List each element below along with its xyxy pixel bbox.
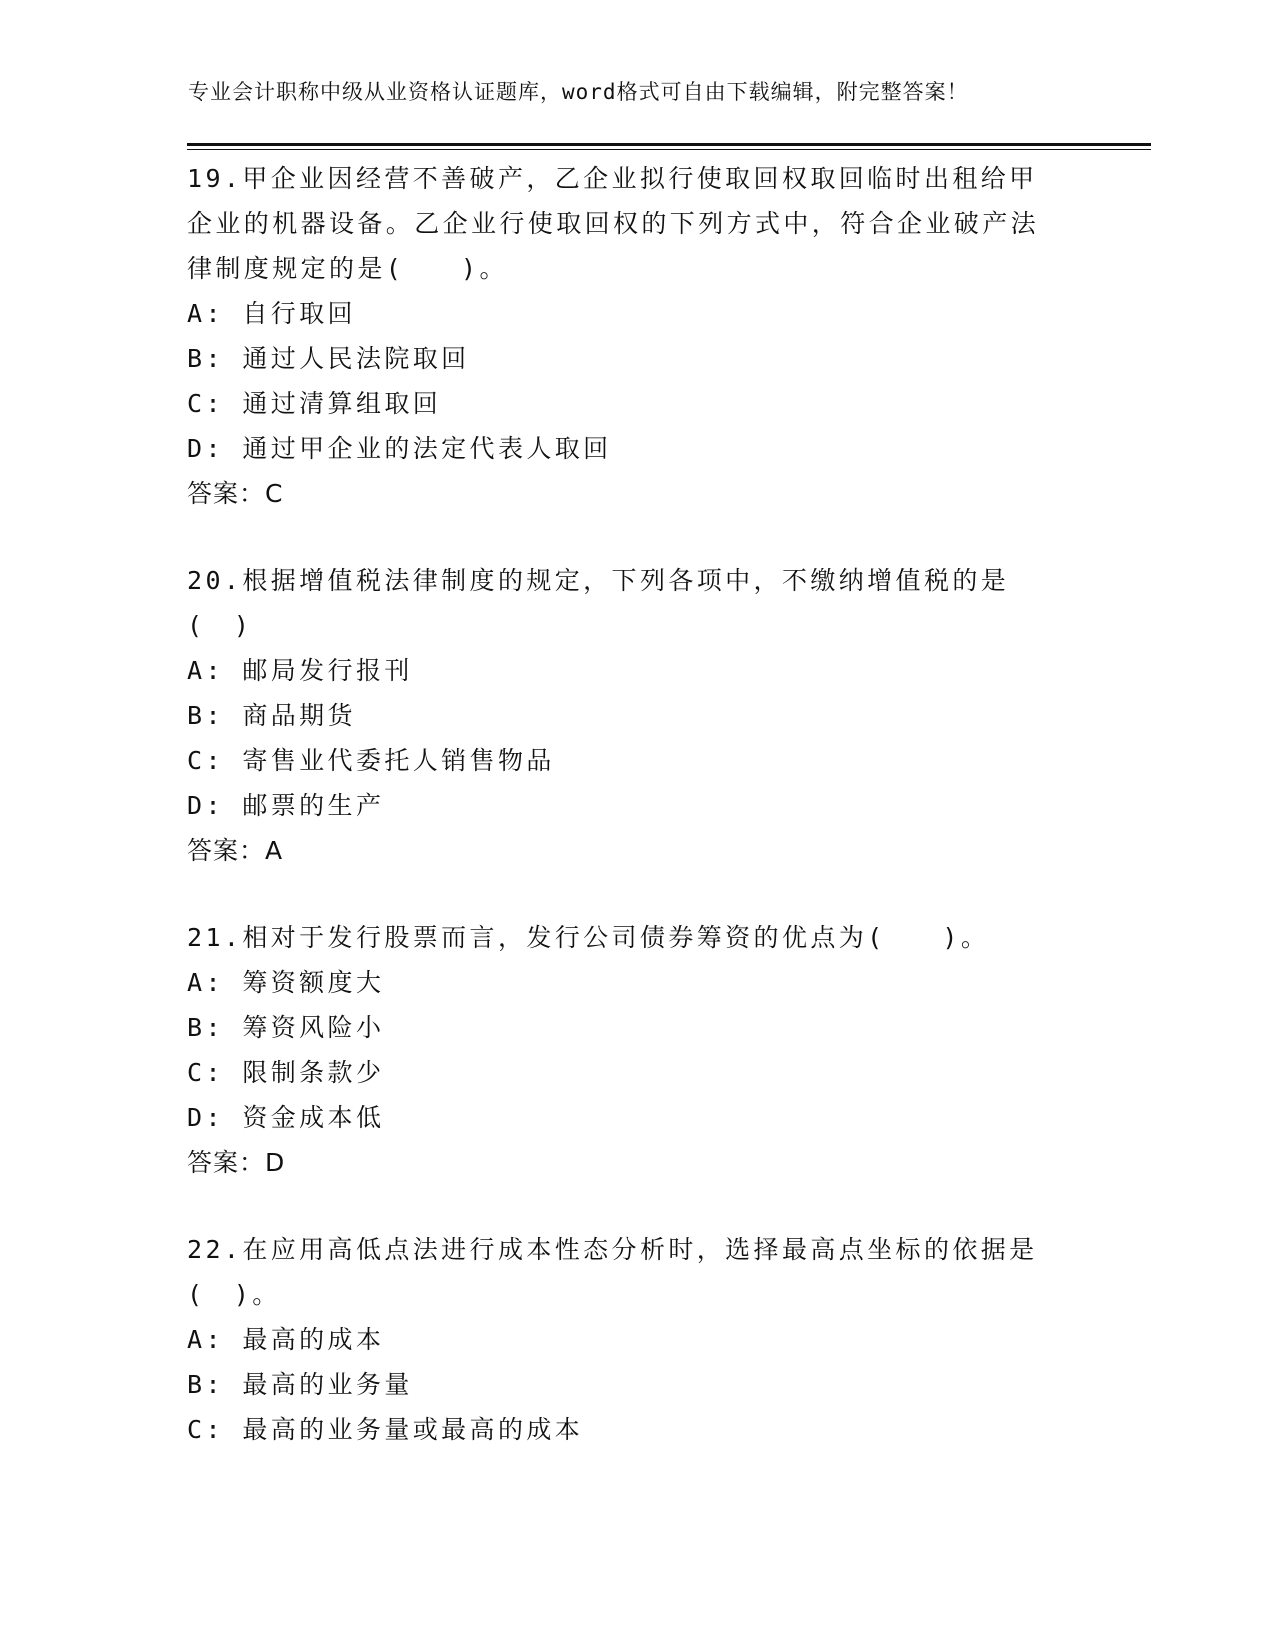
question-list <box>187 156 1087 1494</box>
option-d: D: 资金成本低 <box>187 1103 385 1132</box>
answer: 答案：C <box>187 479 284 508</box>
question-stem: 21.相对于发行股票而言，发行公司债券筹资的优点为( )。 <box>187 923 990 952</box>
option-b: B: 商品期货 <box>187 701 356 730</box>
answer: 答案：A <box>187 836 284 865</box>
option-a: A: 邮局发行报刊 <box>187 656 413 685</box>
question-22 <box>187 1227 1087 1452</box>
header-rule-thick <box>187 143 1151 146</box>
question-21 <box>187 915 1087 1185</box>
answer: 答案：D <box>187 1148 286 1177</box>
page-header: 专业会计职称中级从业资格认证题库，word格式可自由下载编辑，附完整答案！ <box>188 80 969 104</box>
option-c: C: 通过清算组取回 <box>187 389 442 418</box>
option-b: B: 最高的业务量 <box>187 1370 413 1399</box>
option-c: C: 限制条款少 <box>187 1058 385 1087</box>
option-c: C: 寄售业代委托人销售物品 <box>187 746 555 775</box>
option-a: A: 最高的成本 <box>187 1325 385 1354</box>
option-b: B: 筹资风险小 <box>187 1013 385 1042</box>
question-stem: 20.根据增值税法律制度的规定，下列各项中，不缴纳增值税的是( ) <box>187 566 1010 640</box>
option-a: A: 自行取回 <box>187 299 356 328</box>
option-a: A: 筹资额度大 <box>187 968 385 997</box>
question-19 <box>187 156 1087 516</box>
question-20 <box>187 558 1087 873</box>
option-b: B: 通过人民法院取回 <box>187 344 470 373</box>
question-stem: 22.在应用高低点法进行成本性态分析时，选择最高点坐标的依据是( )。 <box>187 1235 1038 1309</box>
header-rule-thin <box>187 149 1151 150</box>
option-d: D: 通过甲企业的法定代表人取回 <box>187 434 612 463</box>
question-stem: 19.甲企业因经营不善破产，乙企业拟行使取回权取回临时出租给甲企业的机器设备。乙企业行使取回权的下列方式中，符合企业破产法律制度规定的是( )。 <box>187 164 1040 283</box>
option-c: C: 最高的业务量或最高的成本 <box>187 1415 584 1444</box>
option-d: D: 邮票的生产 <box>187 791 385 820</box>
